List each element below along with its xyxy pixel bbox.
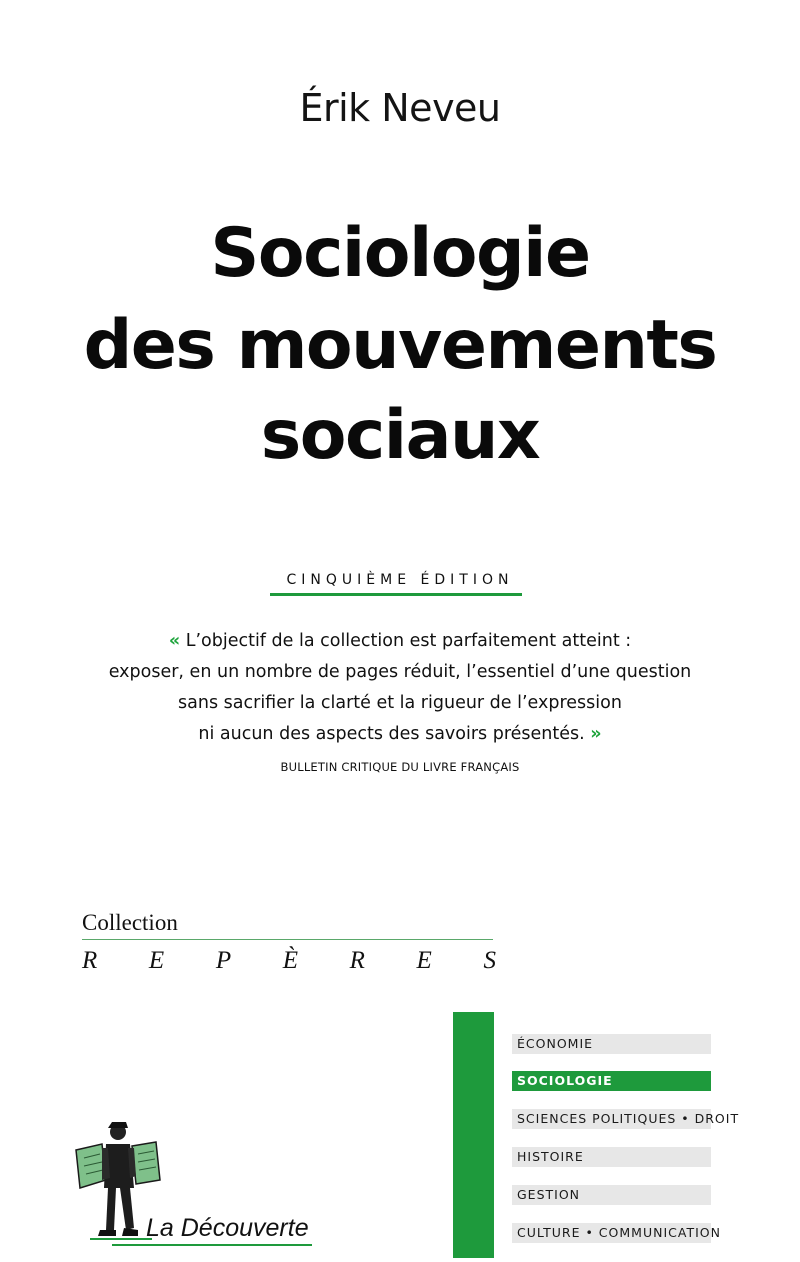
category-culture-communication: CULTURE • COMMUNICATION <box>512 1223 711 1243</box>
edition-label: CINQUIÈME ÉDITION <box>286 572 514 588</box>
quote-open-mark: « <box>168 631 181 651</box>
book-title-line-2: des mouvements <box>83 306 717 385</box>
collection-letter: R <box>349 947 365 974</box>
category-gestion: GESTION <box>512 1185 711 1205</box>
collection-letter: È <box>282 947 298 974</box>
collection-divider <box>82 939 493 940</box>
collection-letter: P <box>215 947 232 974</box>
collection-letter: S <box>483 947 496 974</box>
publisher-logo-text: La Découverte <box>146 1214 309 1242</box>
author-name: Érik Neveu <box>299 86 501 130</box>
quote-line-4 <box>0 719 800 750</box>
category-sciences-politiques-droit: SCIENCES POLITIQUES • DROIT <box>512 1109 711 1129</box>
quote-close-mark: » <box>590 724 602 744</box>
quote-line-2: exposer, en un nombre de pages réduit, l’essentiel d’une question <box>108 662 692 682</box>
blurb-quote <box>0 626 800 750</box>
book-title-line-1: Sociologie <box>210 214 590 293</box>
collection-green-bar <box>453 1012 494 1258</box>
collection-letter: R <box>82 947 98 974</box>
publisher-underline <box>112 1244 312 1246</box>
category-sociologie: SOCIOLOGIE <box>512 1071 711 1091</box>
quote-text-4: ni aucun des aspects des savoirs présentés. <box>198 724 585 744</box>
quote-line-1 <box>0 626 800 657</box>
collection-letter: E <box>416 947 432 974</box>
quote-text-1: L’objectif de la collection est parfaitement atteint : <box>185 631 632 651</box>
collection-name <box>82 947 496 975</box>
quote-line-3: sans sacrifier la clarté et la rigueur de l’expression <box>178 693 622 713</box>
collection-label: Collection <box>82 910 178 935</box>
quote-source: BULLETIN CRITIQUE DU LIVRE FRANÇAIS <box>280 760 520 774</box>
collection-letter: E <box>148 947 165 974</box>
category-economie: ÉCONOMIE <box>512 1034 711 1054</box>
book-title-line-3: sociaux <box>260 396 540 475</box>
edition-underline <box>270 593 522 596</box>
category-histoire: HISTOIRE <box>512 1147 711 1167</box>
